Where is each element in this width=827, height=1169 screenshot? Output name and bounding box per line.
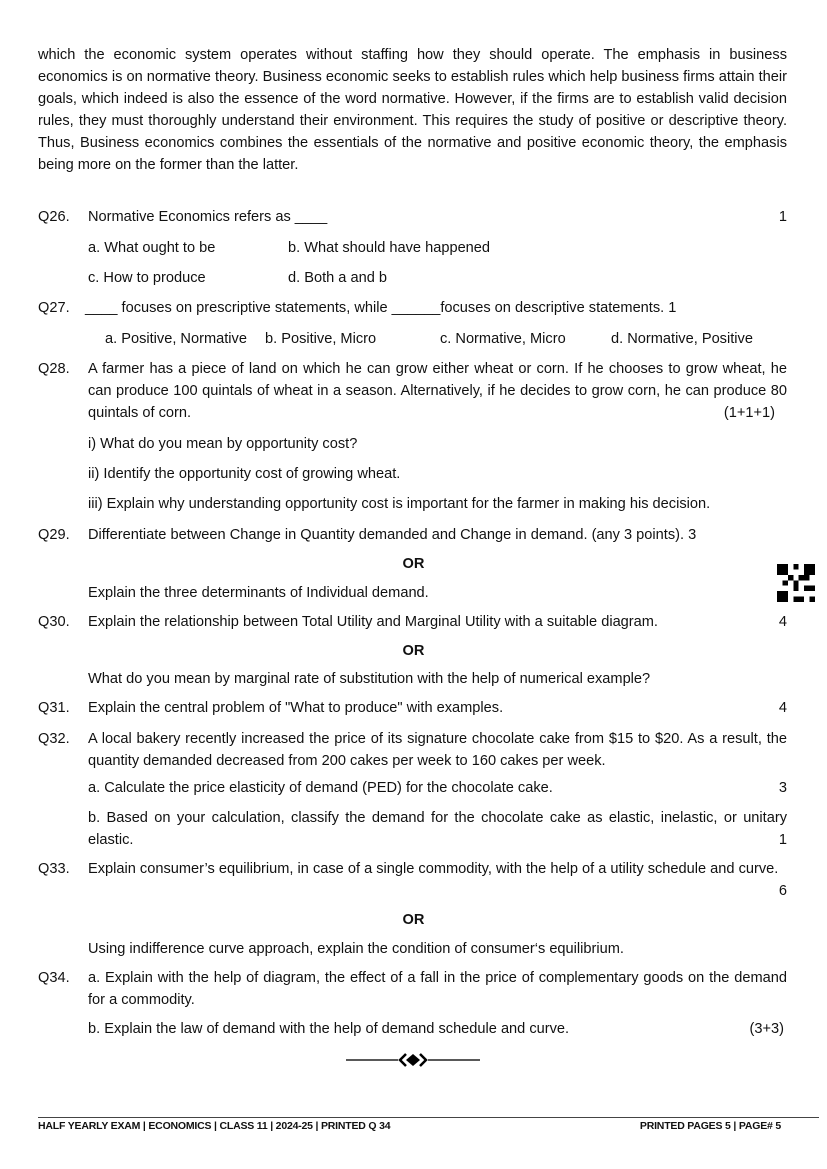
q28-part-ii: ii) Identify the opportunity cost of growing wheat. bbox=[88, 466, 401, 482]
q32-number: Q32. bbox=[38, 731, 70, 747]
q34-part-b: b. Explain the law of demand with the help of demand schedule and curve. bbox=[88, 1021, 570, 1037]
q31-marks: 4 bbox=[778, 700, 787, 716]
end-ornament-icon bbox=[346, 1052, 480, 1068]
q28-number: Q28. bbox=[38, 361, 70, 377]
q27-option-c: c. Normative, Micro bbox=[440, 331, 566, 347]
q28-part-iii: iii) Explain why understanding opportunity cost is important for the farmer in making his decision. bbox=[88, 496, 711, 512]
footer-divider bbox=[38, 1117, 819, 1118]
q34-marks: (3+3) bbox=[749, 1021, 784, 1037]
qr-code-icon bbox=[777, 564, 815, 602]
q26-marks: 1 bbox=[778, 209, 787, 225]
q30-alt: What do you mean by marginal rate of substitution with the help of numerical example? bbox=[88, 671, 651, 687]
footer-right: PRINTED PAGES 5 | PAGE# 5 bbox=[639, 1120, 781, 1132]
q30-number: Q30. bbox=[38, 614, 70, 630]
footer-left: HALF YEARLY EXAM | ECONOMICS | CLASS 11 | 2024-25 | PRINTED Q 34 bbox=[38, 1120, 391, 1132]
q26-option-d: d. Both a and b bbox=[288, 270, 387, 286]
q33-marks: 6 bbox=[778, 883, 787, 899]
q32-part-b: b. Based on your calculation, classify the demand for the chocolate cake as elastic, inelastic, or unitary elastic. bbox=[88, 810, 787, 848]
q26-text: Normative Economics refers as ____ bbox=[88, 209, 328, 225]
q30-or: OR bbox=[402, 643, 425, 659]
q27-option-a: a. Positive, Normative bbox=[105, 331, 247, 347]
q27-number: Q27. bbox=[38, 300, 70, 316]
q28-marks: (1+1+1) bbox=[723, 405, 775, 421]
q34-part-a: a. Explain with the help of diagram, the effect of a fall in the price of complementary goods on the demand for a commodity. bbox=[88, 970, 787, 1008]
q31-number: Q31. bbox=[38, 700, 70, 716]
q27-text: ____ focuses on prescriptive statements, while ______focuses on descriptive statements. 1 bbox=[85, 300, 677, 316]
q26-number: Q26. bbox=[38, 209, 70, 225]
q30-marks: 4 bbox=[778, 614, 787, 630]
q27-option-d: d. Normative, Positive bbox=[611, 331, 753, 347]
q31-text: Explain the central problem of "What to produce" with examples. bbox=[88, 700, 504, 716]
q33-text: Explain consumer’s equilibrium, in case of a single commodity, with the help of a utility schedule and curve. bbox=[88, 861, 779, 877]
q26-option-a: a. What ought to be bbox=[88, 240, 216, 256]
q29-number: Q29. bbox=[38, 527, 70, 543]
q33-number: Q33. bbox=[38, 861, 70, 877]
q30-text: Explain the relationship between Total Utility and Marginal Utility with a suitable diagram. bbox=[88, 614, 658, 630]
q28-part-i: i) What do you mean by opportunity cost? bbox=[88, 436, 358, 452]
q29-text: Differentiate between Change in Quantity demanded and Change in demand. (any 3 points). 3 bbox=[88, 527, 697, 543]
q33-or: OR bbox=[402, 912, 425, 928]
q28-text: A farmer has a piece of land on which he can grow either wheat or corn. If he chooses to grow wheat, he can produce 100 quintals of wheat in a season. Alternatively, if he decides to grow corn, he can produce 80 quintals of corn. bbox=[88, 361, 787, 421]
q32-part-a-marks: 3 bbox=[778, 780, 787, 796]
q26-option-c: c. How to produce bbox=[88, 270, 206, 286]
q29-alt: Explain the three determinants of Individual demand. bbox=[88, 585, 429, 601]
q32-part-a: a. Calculate the price elasticity of demand (PED) for the chocolate cake. bbox=[88, 780, 553, 796]
q26-option-b: b. What should have happened bbox=[288, 240, 491, 256]
q32-text: A local bakery recently increased the price of its signature chocolate cake from $15 to $20. As a result, the quantity demanded decreased from 200 cakes per week to 160 cakes per week. bbox=[88, 731, 787, 769]
q27-option-b: b. Positive, Micro bbox=[265, 331, 377, 347]
q34-number: Q34. bbox=[38, 970, 70, 986]
intro-paragraph: which the economic system operates without staffing how they should operate. The emphasis in business economics is on normative theory. Business economic seeks to establish rules which help business firms attain their goals, which indeed is also the essence of the word normative. However, if the firms are to establish valid decision rules, they must thoroughly understand their environment. This requires the study of positive or descriptive theory. Thus, Business economics combines the essentials of the normative and positive economic theory, the emphasis being more on the former than the latter. bbox=[38, 47, 787, 173]
q29-or: OR bbox=[402, 556, 425, 572]
q32-part-b-marks: 1 bbox=[778, 832, 787, 848]
q33-alt: Using indifference curve approach, explain the condition of consumer‘s equilibrium. bbox=[88, 941, 624, 957]
